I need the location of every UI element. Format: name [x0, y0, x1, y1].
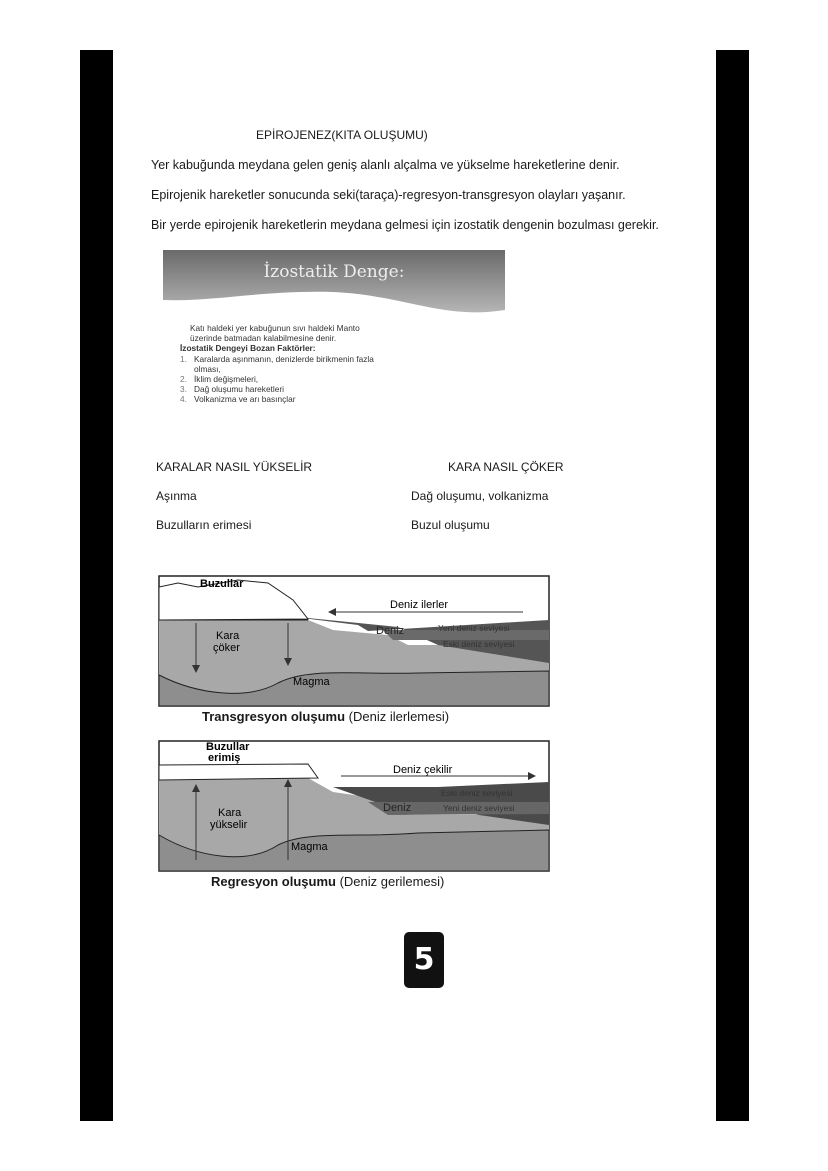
sea-label: Deniz	[383, 802, 412, 814]
glacier-label: erimiş	[208, 752, 241, 764]
right-column-header: KARA NASIL ÇÖKER	[448, 460, 564, 474]
arrow-label: Deniz çekilir	[393, 764, 453, 776]
paragraph: Yer kabuğunda meydana gelen geniş alanlı alçalma ve yükselme hareketlerine denir.	[151, 158, 620, 172]
sea-label: Deniz	[376, 625, 405, 637]
sea-level-label: Eski deniz seviyesi	[443, 639, 515, 649]
magma-label: Magma	[291, 841, 328, 853]
scan-border-left	[80, 50, 113, 1121]
glacier-label: Buzullar	[206, 741, 250, 753]
left-column-header: KARALAR NASIL YÜKSELİR	[156, 460, 313, 474]
left-item: Aşınma	[156, 489, 197, 503]
banner-title: İzostatik Denge:	[263, 262, 405, 282]
land-label: yükselir	[210, 819, 248, 831]
arrow-label: Deniz ilerler	[390, 599, 449, 611]
isostasy-list	[180, 323, 374, 405]
sea-level-label: Eski deniz seviyesi	[441, 788, 513, 798]
paragraph: Epirojenik hareketler sonucunda seki(taraça)-regresyon-transgresyon olayları yaşanır.	[151, 188, 626, 202]
scan-border-right	[716, 50, 749, 1121]
list-item: 2. İklim değişmeleri,	[180, 374, 259, 385]
paragraph: Bir yerde epirojenik hareketlerin meydana gelmesi için izostatik dengenin bozulması gerekir.	[151, 218, 659, 232]
list-item: 4. Volkanizma ve arı basınçlar	[180, 394, 296, 405]
sea-level-label: Yeni deniz seviyesi	[443, 803, 515, 813]
transgression-diagram	[158, 575, 550, 707]
land-label: çöker	[213, 642, 240, 654]
left-item: Buzulların erimesi	[156, 518, 252, 532]
magma-label: Magma	[293, 676, 330, 688]
factors-title: İzostatik Dengeyi Bozan Faktörler:	[180, 343, 316, 354]
glacier-label: Buzullar	[200, 578, 244, 590]
figure-caption: Regresyon oluşumu (Deniz gerilemesi)	[211, 874, 445, 889]
isostasy-banner	[163, 250, 505, 316]
page-title: EPİROJENEZ(KITA OLUŞUMU)	[256, 128, 428, 142]
figure-caption: Transgresyon oluşumu (Deniz ilerlemesi)	[202, 709, 450, 724]
definition: Katı haldeki yer kabuğunun sıvı haldeki Manto üzerinde batmadan kalabilmesine denir.	[190, 323, 360, 344]
land-label: Kara	[216, 630, 240, 642]
land-label: Kara	[218, 807, 242, 819]
sea-level-label: Yeni deniz seviyesi	[438, 623, 510, 633]
right-item: Dağ oluşumu, volkanizma	[411, 489, 549, 503]
list-item: 1. Karalarda aşınmanın, denizlerde birikmenin fazla olması,	[180, 353, 374, 374]
page-number: 5	[404, 932, 444, 988]
regression-diagram	[158, 740, 550, 872]
right-item: Buzul oluşumu	[411, 518, 490, 532]
list-item: 3. Dağ oluşumu hareketleri	[180, 384, 284, 395]
